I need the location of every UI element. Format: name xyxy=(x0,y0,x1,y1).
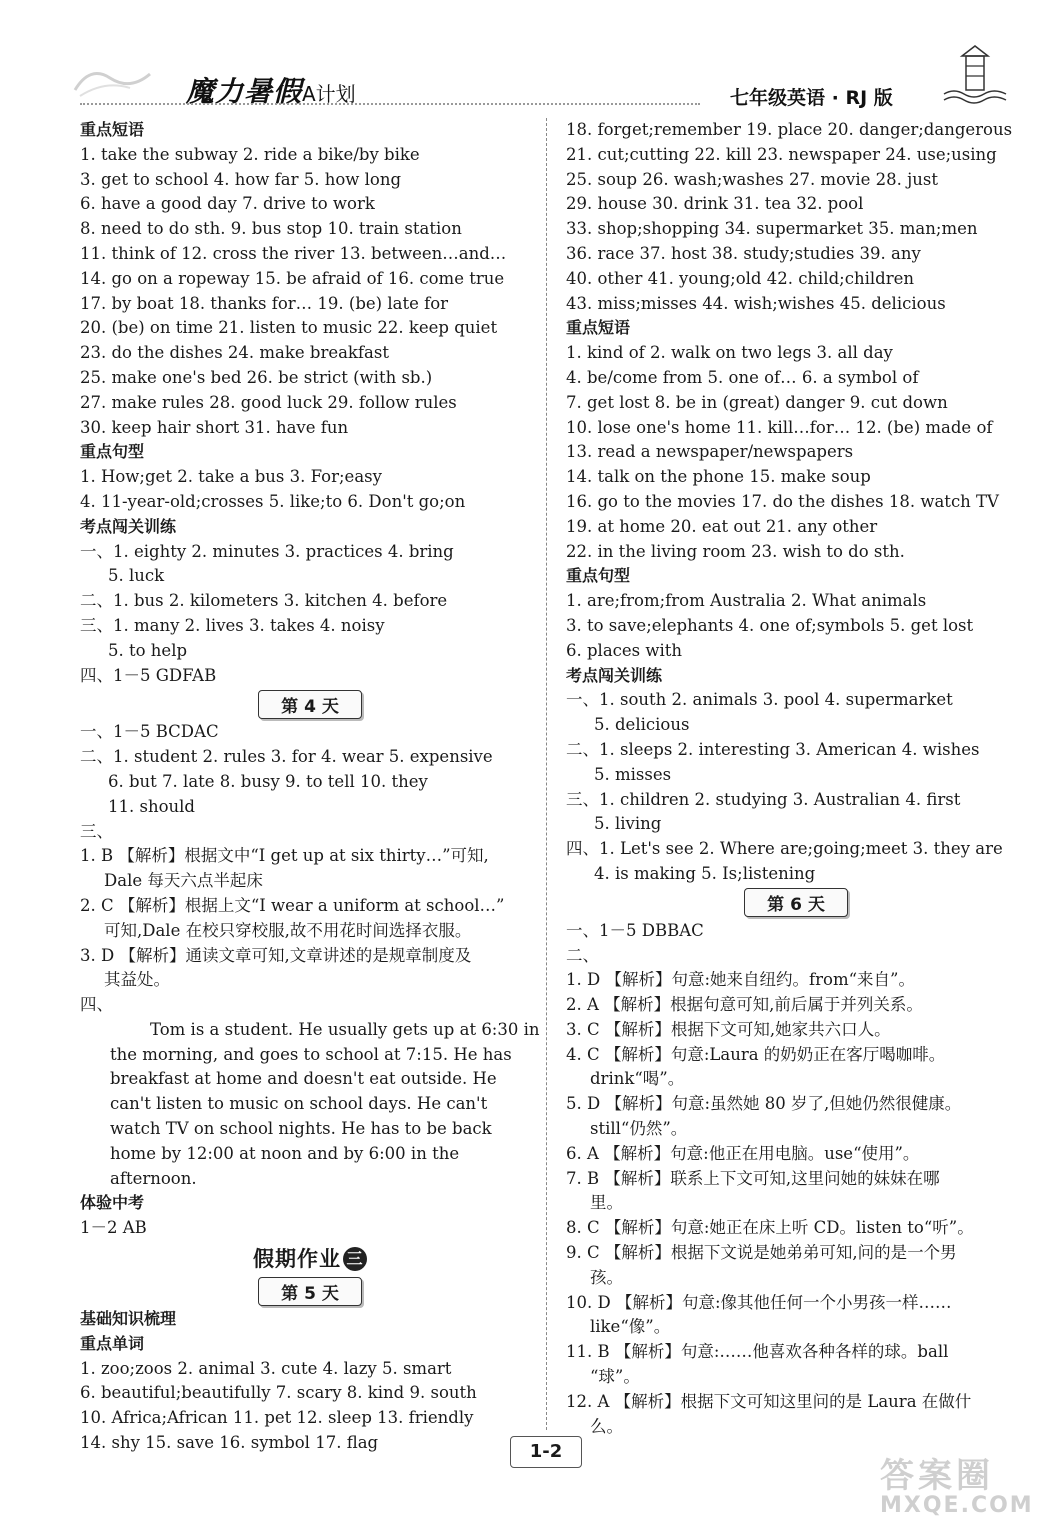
answer-line: 二、1. student 2. rules 3. for 4. wear 5. expensive xyxy=(80,747,493,767)
answer-line: 40. other 41. young;old 42. child;children xyxy=(566,268,914,288)
answer-line: 10. D 【解析】句意:像其他任何一个小男孩一样…… xyxy=(566,1292,952,1312)
watermark-logo-text: 答案圈 xyxy=(880,1456,994,1496)
answer-continuation: 其益处。 xyxy=(104,970,170,990)
answer-line: 22. in the living room 23. wish to do sth. xyxy=(566,541,905,561)
answer-continuation: Dale 每天六点半起床 xyxy=(104,871,263,891)
answer-line: 33. shop;shopping 34. supermarket 35. man;men xyxy=(566,219,978,239)
answer-continuation: 么。 xyxy=(590,1416,623,1436)
answer-line: 1. How;get 2. take a bus 3. For;easy xyxy=(80,467,382,487)
left-column xyxy=(80,118,540,1456)
answer-line: 23. do the dishes 24. make breakfast xyxy=(80,343,389,363)
answer-line: 5. delicious xyxy=(594,715,690,735)
answer-line: 一、1. eighty 2. minutes 3. practices 4. bring xyxy=(80,541,454,561)
answer-line: 4. is making 5. Is;listening xyxy=(594,863,816,883)
answer-line: 8. need to do sth. 9. bus stop 10. train station xyxy=(80,219,462,239)
day-header xyxy=(80,1275,540,1307)
answer-line: 30. keep hair short 31. have fun xyxy=(80,417,349,437)
answer-line: 三、1. children 2. studying 3. Australian 4. first xyxy=(566,789,961,809)
homework-section-title xyxy=(80,1241,540,1275)
answer-line: 8. C 【解析】句意:她正在床上听 CD。listen to“听”。 xyxy=(566,1218,974,1238)
answer-line: 5. misses xyxy=(594,764,672,784)
answer-line: 3. get to school 4. how far 5. how long xyxy=(80,169,402,189)
answer-continuation: drink“喝”。 xyxy=(590,1069,685,1089)
day-header xyxy=(566,887,1026,919)
section-heading: 重点短语 xyxy=(80,120,145,139)
section-heading: 基础知识梳理 xyxy=(80,1309,177,1329)
answer-line: 5. to help xyxy=(108,640,188,660)
answer-line: 3. to save;elephants 4. one of;symbols 5. get lost xyxy=(566,615,974,635)
answer-line: 13. read a newspaper/newspapers xyxy=(566,442,854,462)
answer-line: 6. A 【解析】句意:他正在用电脑。use“使用”。 xyxy=(566,1143,920,1163)
day-label: 第 5 天 xyxy=(258,1277,362,1306)
section-heading: 考点闯关训练 xyxy=(80,516,177,536)
header-dotted-rule xyxy=(80,103,700,105)
page-number: 1-2 xyxy=(510,1436,582,1468)
right-column xyxy=(566,118,1026,1439)
answer-line: 1. take the subway 2. ride a bike/by bike xyxy=(80,144,420,164)
answer-line: 四、 xyxy=(80,995,113,1015)
answer-line: 19. at home 20. eat out 21. any other xyxy=(566,516,878,536)
answer-line: 43. miss;misses 44. wish;wishes 45. delicious xyxy=(566,293,946,313)
site-watermark xyxy=(880,1448,1034,1518)
brand-swirl-decoration xyxy=(70,60,180,100)
answer-line: 1. kind of 2. walk on two legs 3. all day xyxy=(566,343,893,363)
answer-line: 11. B 【解析】句意:……他喜欢各种各样的球。ball xyxy=(566,1342,949,1362)
answer-line: 10. lose one's home 11. kill…for… 12. (be) made of xyxy=(566,417,993,437)
section-heading: 考点闯关训练 xyxy=(566,665,663,685)
answer-line: 12. A 【解析】根据下文可知这里问的是 Laura 在做什 xyxy=(566,1391,972,1411)
answer-line: 1. D 【解析】句意:她来自纽约。from“来自”。 xyxy=(566,970,915,990)
answer-continuation: like“像”。 xyxy=(590,1317,671,1337)
section-heading: 重点短语 xyxy=(566,318,631,338)
answer-line: 1. are;from;from Australia 2. What animals xyxy=(566,591,927,611)
section-heading: 体验中考 xyxy=(80,1193,145,1213)
answer-line: 36. race 37. host 38. study;studies 39. any xyxy=(566,243,921,263)
answer-line: 4. be/come from 5. one of… 6. a symbol of xyxy=(566,367,919,387)
day-label: 第 4 天 xyxy=(258,690,362,719)
answer-line: 1. B 【解析】根据文中“I get up at six thirty…”可知, xyxy=(80,846,489,866)
answer-line: 27. make rules 28. good luck 29. follow rules xyxy=(80,392,457,412)
answer-line: 二、1. sleeps 2. interesting 3. American 4. wishes xyxy=(566,739,980,759)
answer-line: 6. places with xyxy=(566,640,683,660)
answer-continuation: “球”。 xyxy=(590,1367,640,1387)
answer-line: 21. cut;cutting 22. kill 23. newspaper 24. use;using xyxy=(566,144,997,164)
section-heading: 重点句型 xyxy=(80,442,145,462)
answer-line: 二、1. bus 2. kilometers 3. kitchen 4. before xyxy=(80,591,448,611)
answer-line: 6. have a good day 7. drive to work xyxy=(80,194,375,214)
answer-line: 1. zoo;zoos 2. animal 3. cute 4. lazy 5. smart xyxy=(80,1358,452,1378)
answer-line: 11. should xyxy=(108,796,195,816)
answer-line: 5. D 【解析】句意:虽然她 80 岁了,但她仍然很健康。 xyxy=(566,1094,962,1114)
answer-line: 11. think of 12. cross the river 13. between…and… xyxy=(80,243,507,263)
answer-line: 14. talk on the phone 15. make soup xyxy=(566,467,871,487)
answer-line: 17. by boat 18. thanks for… 19. (be) late for xyxy=(80,293,449,313)
answer-line: 14. shy 15. save 16. symbol 17. flag xyxy=(80,1433,379,1453)
answer-line: 6. but 7. late 8. busy 9. to tell 10. they xyxy=(108,771,428,791)
answer-line: 四、1－5 GDFAB xyxy=(80,665,217,685)
grade-label: 七年级英语 · RJ 版 xyxy=(730,87,893,109)
answer-continuation: 里。 xyxy=(590,1193,623,1213)
answer-line: 7. get lost 8. be in (great) danger 9. cut down xyxy=(566,392,948,412)
lighthouse-icon xyxy=(940,44,1010,104)
answer-line: 4. 11-year-old;crosses 5. like;to 6. Don't go;on xyxy=(80,491,466,511)
answer-continuation: still“仍然”。 xyxy=(590,1119,688,1139)
answer-line: 三、 xyxy=(80,821,113,841)
page-header xyxy=(0,0,1060,118)
writing-answer-paragraph: Tom is a student. He usually gets up at 6:30 in the morning, and goes to school at 7:15. He has breakfast at home and doesn't eat outside. He can't listen to music on school days. He can't watch TV on school nights. He has to be back home by 12:00 at noon and by 6:00 in the afternoon. xyxy=(110,1019,540,1188)
answer-line: 25. make one's bed 26. be strict (with sb.) xyxy=(80,367,433,387)
answer-line: 1－2 AB xyxy=(80,1218,147,1238)
answer-line: 14. go on a ropeway 15. be afraid of 16. come true xyxy=(80,268,505,288)
brand-subtitle: A计划 xyxy=(302,82,356,106)
answer-line: 3. C 【解析】根据下文可知,她家共六口人。 xyxy=(566,1019,891,1039)
answer-line: 7. B 【解析】联系上下文可知,这里问她的妹妹在哪 xyxy=(566,1168,940,1188)
answer-line: 一、1－5 DBBAC xyxy=(566,920,704,940)
answer-line: 3. D 【解析】通读文章可知,文章讲述的是规章制度及 xyxy=(80,945,472,965)
answer-line: 四、1. Let's see 2. Where are;going;meet 3. they are xyxy=(566,839,1003,859)
answer-line: 一、1－5 BCDAC xyxy=(80,722,219,742)
answer-line: 25. soup 26. wash;washes 27. movie 28. just xyxy=(566,169,938,189)
answer-line: 18. forget;remember 19. place 20. danger;dangerous xyxy=(566,120,1013,139)
answer-continuation: 可知,Dale 在校只穿校服,故不用花时间选择衣服。 xyxy=(104,920,472,940)
answer-line: 20. (be) on time 21. listen to music 22. keep quiet xyxy=(80,318,498,338)
answer-line: 10. Africa;African 11. pet 12. sleep 13. friendly xyxy=(80,1408,474,1428)
homework-number-badge: 三 xyxy=(343,1247,367,1271)
answer-line: 6. beautiful;beautifully 7. scary 8. kind 9. south xyxy=(80,1383,477,1403)
answer-line: 5. living xyxy=(594,814,662,834)
answer-line: 5. luck xyxy=(108,566,165,586)
answer-line: 9. C 【解析】根据下文说是她弟弟可知,问的是一个男 xyxy=(566,1243,957,1263)
section-heading: 重点单词 xyxy=(80,1333,145,1353)
answer-line: 2. A 【解析】根据句意可知,前后属于并列关系。 xyxy=(566,995,923,1015)
brand-title: 魔力暑假 xyxy=(186,75,303,108)
answer-continuation: 孩。 xyxy=(590,1267,623,1287)
section-heading: 重点句型 xyxy=(566,566,631,586)
column-divider xyxy=(546,118,547,1430)
answer-line: 4. C 【解析】句意:Laura 的奶奶正在客厅喝咖啡。 xyxy=(566,1044,946,1064)
day-header xyxy=(80,688,540,720)
answer-line: 三、1. many 2. lives 3. takes 4. noisy xyxy=(80,615,385,635)
answer-line: 2. C 【解析】根据上文“I wear a uniform at school…” xyxy=(80,895,505,915)
day-label: 第 6 天 xyxy=(744,888,848,917)
answer-line: 29. house 30. drink 31. tea 32. pool xyxy=(566,194,864,214)
answer-line: 16. go to the movies 17. do the dishes 18. watch TV xyxy=(566,491,999,511)
homework-title-text: 假期作业 xyxy=(253,1247,341,1272)
watermark-domain: MXQE.COM xyxy=(880,1493,1034,1518)
answer-line: 二、 xyxy=(566,945,599,965)
answer-line: 一、1. south 2. animals 3. pool 4. supermarket xyxy=(566,690,953,710)
